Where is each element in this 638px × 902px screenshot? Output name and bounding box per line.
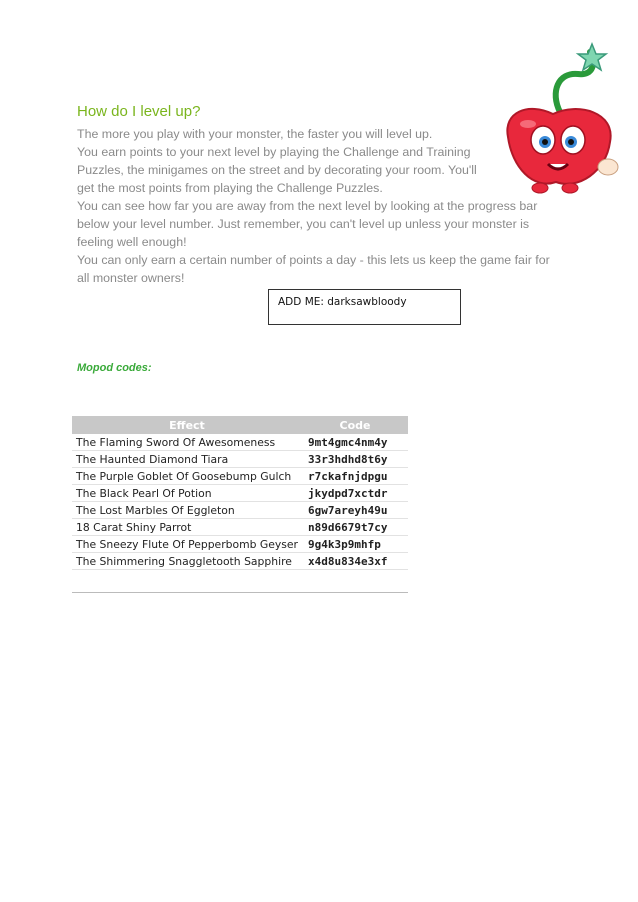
column-header-code: Code [302, 416, 408, 434]
code-cell: r7ckafnjdpgu [302, 468, 408, 485]
code-cell: 33r3hdhd8t6y [302, 451, 408, 468]
code-cell: 9g4k3p9mhfp [302, 536, 408, 553]
code-cell: 6gw7areyh49u [302, 502, 408, 519]
paragraph-4: You can only earn a certain number of points a day - this lets us keep the game fair for all monster owners! [77, 253, 550, 285]
mopod-codes-title: Mopod codes: [77, 362, 152, 374]
cherry-monster-icon [498, 42, 622, 198]
table-row [72, 468, 408, 485]
effect-cell: The Flaming Sword Of Awesomeness [72, 434, 302, 451]
table-row [72, 536, 408, 553]
table-row [72, 553, 408, 570]
section-heading: How do I level up? [77, 103, 201, 120]
table-row [72, 519, 408, 536]
effect-cell: The Black Pearl Of Potion [72, 485, 302, 502]
table-row [72, 451, 408, 468]
table-spacer-row [72, 570, 408, 593]
add-me-box: ADD ME: darksawbloody [268, 289, 461, 325]
paragraph-2-line-1: You earn points to your next level by playing the Challenge and Training [77, 145, 471, 159]
paragraph-3: You can see how far you are away from the next level by looking at the progress bar below your level number. Just remember, you can't level up unless your monster is feeling well enough! [77, 199, 538, 249]
table-row [72, 502, 408, 519]
effect-cell: The Haunted Diamond Tiara [72, 451, 302, 468]
effect-cell: The Purple Goblet Of Goosebump Gulch [72, 468, 302, 485]
code-cell: x4d8u834e3xf [302, 553, 408, 570]
table-row [72, 485, 408, 502]
effect-cell: The Sneezy Flute Of Pepperbomb Geyser [72, 536, 302, 553]
table-row [72, 434, 408, 451]
faq-body [77, 125, 557, 287]
code-cell: jkydpd7xctdr [302, 485, 408, 502]
paragraph-1: The more you play with your monster, the faster you will level up. [77, 127, 433, 141]
column-header-effect: Effect [72, 416, 302, 434]
paragraph-2-line-3: get the most points from playing the Challenge Puzzles. [77, 181, 383, 195]
code-cell: n89d6679t7cy [302, 519, 408, 536]
paragraph-2 [77, 143, 557, 197]
code-cell: 9mt4gmc4nm4y [302, 434, 408, 451]
effect-cell: 18 Carat Shiny Parrot [72, 519, 302, 536]
mopod-codes-table [72, 416, 408, 593]
table-header-row [72, 416, 408, 434]
effect-cell: The Shimmering Snaggletooth Sapphire [72, 553, 302, 570]
paragraph-2-line-2: Puzzles, the minigames on the street and by decorating your room. You'll [77, 163, 477, 177]
effect-cell: The Lost Marbles Of Eggleton [72, 502, 302, 519]
